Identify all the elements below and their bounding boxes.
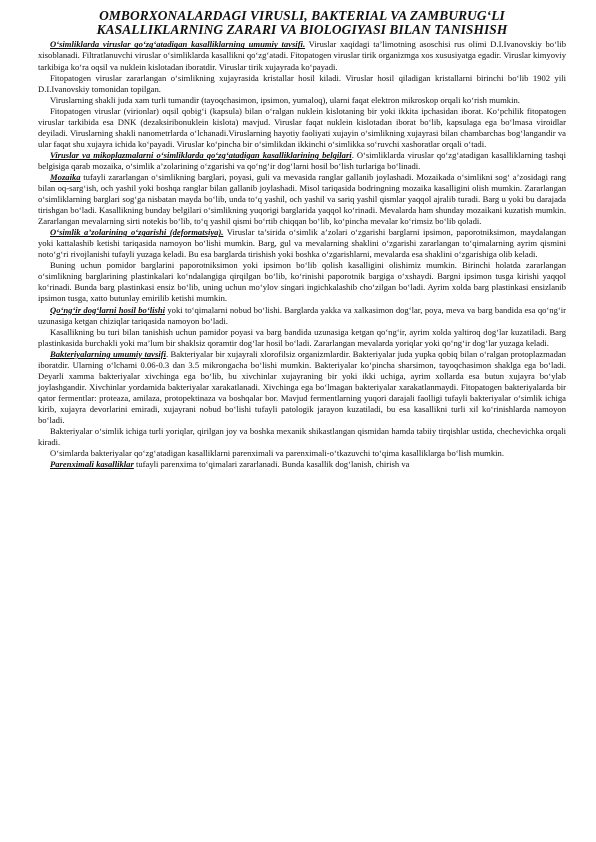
paragraph bbox=[38, 172, 566, 227]
paragraph bbox=[38, 150, 566, 172]
title-line-2: KASALLIKLARNING ZARARI VA BIOLOGIYASI BILAN TANISHISH bbox=[96, 22, 508, 38]
paragraph bbox=[38, 349, 566, 426]
paragraph bbox=[38, 305, 566, 327]
paragraph-text: tufayli parenxima to‘qimalari zararlanadi. Bunda kasallik dog‘lanish, chirish va bbox=[133, 459, 410, 470]
paragraph bbox=[38, 39, 566, 72]
paragraph-heading: Viruslar va mikoplazmalarni o‘simliklarda qo‘zg‘atadigan kasalliklarining belgilari bbox=[50, 149, 352, 160]
paragraph-heading: Qo‘ng‘ir dog‘larni hosil bo‘lishi bbox=[50, 304, 165, 315]
paragraph bbox=[38, 260, 566, 304]
paragraph-text: Fitopatogen viruslar zararlangan o‘simlikning xujayrasida kristallar hosil kiladi. Viruslar hosil qiladigan kristallarni birinchi bo‘lib 1902 yili D.I.Ivanovskiy tomonidan topilgan. bbox=[38, 72, 566, 94]
paragraph-text: Viruslar ta’sirida o‘simlik a’zolari o‘zgarishi barglarni ipsimon, paporotniksimon, maydalangan yoki kattalashib ketishi tariqasida namoyon bo‘lishi mumkin. Barg, gul va mevalarning shaklini o‘zgarishi zararlangan to‘qimalarning ayrim qismini noto‘g‘ri rivojlanishi tufayli yuzaga keladi. Bu esa barglarda tirishish yoki boshka o‘zgarishlarni, mevalarda esa shaklini o‘zgarishiga olib keladi. bbox=[38, 227, 567, 260]
paragraph-text: Bakteriyalar o‘simlik ichiga turli yoriqlar, qirilgan joy va boshka mexanik shikastlangan qismidan hamda tabiiy tirqishlar ustida, chechevichka orqali kiradi. bbox=[38, 426, 566, 448]
paragraph bbox=[38, 459, 566, 470]
paragraph-heading: O‘simliklarda viruslar qo‘zg‘atadigan kasalliklarning umumiy tavsifi. bbox=[50, 39, 306, 50]
paragraph-text: . O‘simliklarda viruslar qo‘zg‘atadigan kasalliklarning tashqi belgisiga qarab mozaika, o‘simlik a’zolarining o‘zgarishi va qo‘ng‘ir dog‘larni hosil bo‘lish turlariga bo‘linadi. bbox=[38, 149, 566, 171]
paragraph-text: yoki to‘qimalarni nobud bo‘lishi. Barglarda yakka va xalkasimon dog‘lar, poya, meva va barg bandida esa qo‘ng‘ir uzunasiga ketgan chiziqlar tariqasida namoyon bo‘ladi. bbox=[38, 304, 566, 326]
paragraph bbox=[38, 448, 566, 459]
paragraph bbox=[38, 95, 566, 106]
paragraph bbox=[38, 426, 566, 448]
title-line-1: OMBORXONALARDAGI VIRUSLI, BAKTERIAL VA ZAMBURUG‘LI bbox=[99, 8, 505, 23]
paragraph-heading: Bakteriyalarning umumiy tavsifi bbox=[50, 348, 166, 359]
paragraph bbox=[38, 106, 566, 150]
paragraph-text: Fitopatogen viruslar (virionlar) oqsil qobig‘i (kapsula) bilan o‘ralgan nuklein kislotaning bir yoki ikkita ipchasidan iborat. Ko‘pchilik fitopatogen viruslar tarkibida esa DNK (dezaksiribonuklein kislota) mavjud. Viruslar faqat nuklein kislotadan iborat bo‘lib, kapsulaga ega bo‘lmasa viroidlar deyiladi. Viruslarning shakli nanometrlarda o‘lchanadi.Viruslarning hayotiy faoliyati xujayin o‘simlikning xujayrasi bilan chambarchas bog‘langandir va ular faqat shu xujayra ichida ko‘payadi. Viruslar ko‘pincha bir o‘simlikdan ikkinchi o‘simlikka so‘ruvchi xashoratlar orqali o‘tadi. bbox=[38, 105, 566, 149]
paragraph-text: Buning uchun pomidor barglarini paporotniksimon yoki ipsimon bo‘lib qolish kasalligini olishimiz mumkin. Birinchi holatda zararlangan o‘simlikning barglarining plastinkalari ko‘ndalangiga qirqilgan bo‘lib, ko‘rinishi paporotnik bargiga o‘xshaydi. Bargni ipsimon tusga kirishi yaqqol ko‘rinadi. Bunda barg plastinkasi ensiz bo‘lib, uning uchun mo‘ylov singari ingichkalashib cho‘zilgan bo‘ladi. Ayrim xolda barg plastinkasi ensizlanib ipsimon tusga, xatto butunlay emirilib ketishi mumkin. bbox=[38, 260, 566, 304]
paragraph bbox=[38, 327, 566, 349]
paragraph bbox=[38, 73, 566, 95]
document-title bbox=[38, 9, 566, 37]
paragraph-text: Viruslar xaqidagi ta’limotning asoschisi rus olimi D.I.Ivanovskiy bo‘lib xisoblanadi. Filtratlanuvchi viruslar o‘simliklarda kasallikni qo‘zg‘atadi. Fitopatogen viruslar tirik organizmga xos xususiyatga egadir. Viruslar kimyoviy tarkibiga ko‘ra oqsil va nuklein kislotadan iboratdir. Viruslar tirik xujayrada ko‘payadi. bbox=[38, 39, 567, 72]
paragraph-text: O‘simlarda bakteriyalar qo‘zg‘atadigan kasalliklarni parenximali va parenximali-o‘tkazuvchi to‘qima kasalliklarga bo‘lish mumkin. bbox=[50, 448, 504, 459]
paragraph-text: Viruslarning shakli juda xam turli tumandir (tayoqchasimon, ipsimon, yumaloq), ularni faqat elektron mikroskop orqali ko‘rish mumkin. bbox=[50, 94, 520, 105]
paragraph-heading: Mozaika bbox=[50, 171, 81, 182]
paragraph-heading: Parenximali kasalliklar bbox=[50, 459, 134, 470]
paragraph-text: tufayli zararlangan o‘simlikning barglari, poyasi, guli va mevasida ranglar gallanib joylashadi. Mozaikada o‘simlikni sog‘ a’zosidagi rang bilan oq-sarg‘ish, och yashil yoki boshqa ranglar bilan gallanib joylashadi. Misol tariqasida bodringning mozaika kasalligini olish mumkin. Zararlangan o‘simliklarning barglari sog‘ga nisbatan mayda bo‘lib, unda to‘q yashil, och yashil va sariq yashil qismlar yaqqol ajralib turadi. Barg u yoki bu darajada tirishgan bo‘ladi. Kasallikning bunday belgilari o‘simlikning yuqorigi barglarida yaqqol ko‘rinadi. Mevalarda ham shunday mozaikani kuzatish mumkin. Zararlangan mevalarning sirti notekis bo‘lib, to‘q yashil qismi bo‘rtib chiqqan bo‘lib, ko‘pincha mevalar ko‘rimsiz bo‘lib qoladi. bbox=[38, 171, 566, 227]
paragraph-heading: O‘simlik a’zolarining o‘zgarishi (deformatsiya). bbox=[50, 227, 224, 238]
paragraph bbox=[38, 227, 566, 260]
paragraph-text: . Bakteriyalar bir xujayrali xlorofilsiz organizmlardir. Bakteriyalar juda yupka qobiq bilan o‘ralgan protoplazmadan iboratdir. Ularning o‘lchami 0.06-0.3 dan 3.5 mikrongacha bo‘lishi mumkin. Bakteriyalar ko‘pincha sharsimon, tayoqchasimon shaklga ega bo‘ladi. Deyarli xamma bakteriyalar xivchinga ega bo‘lib, bu xivchinlar xujayraning bir yoki ikki uchiga, ayrim xollarda esa butun xujayra bo‘ylab joylashgandir. Xivchinlar yordamida bakteriyalar xarakatlanadi. Xivchinga ega bo‘lmagan bakteriyalar xarakatlanmaydi. Fitopatogen bakteriyalarda bir qator fermentlar: proteaza, amilaza, protopektinaza va boshqalar bor. Mavjud fermentlarning yuqori darajali faolligi tufayli bakteriyalar o‘simlik ichiga kirib, xujayra devorlarini emiradi, xujayrani nobud bo‘lishi tufayli patologik jarayon kuzatiladi, bu esa kasallikni turli xil ko‘rinishlarda namoyon bo‘ladi. bbox=[38, 348, 566, 425]
paragraph-text: Kasallikning bu turi bilan tanishish uchun pamidor poyasi va barg bandida uzunasiga ketgan qo‘ng‘ir, ayrim xolda yaltiroq dog‘lar kuzatiladi. Barg plastinkasida burchakli yoki ma’lum bir shaklsiz qoramtir dog‘lar hosil bo‘ladi. Zararlangan mevalarda yoriqlar yoki qo‘ng‘ir dog‘lar yuzaga keladi. bbox=[38, 326, 566, 348]
document-page bbox=[38, 9, 566, 470]
